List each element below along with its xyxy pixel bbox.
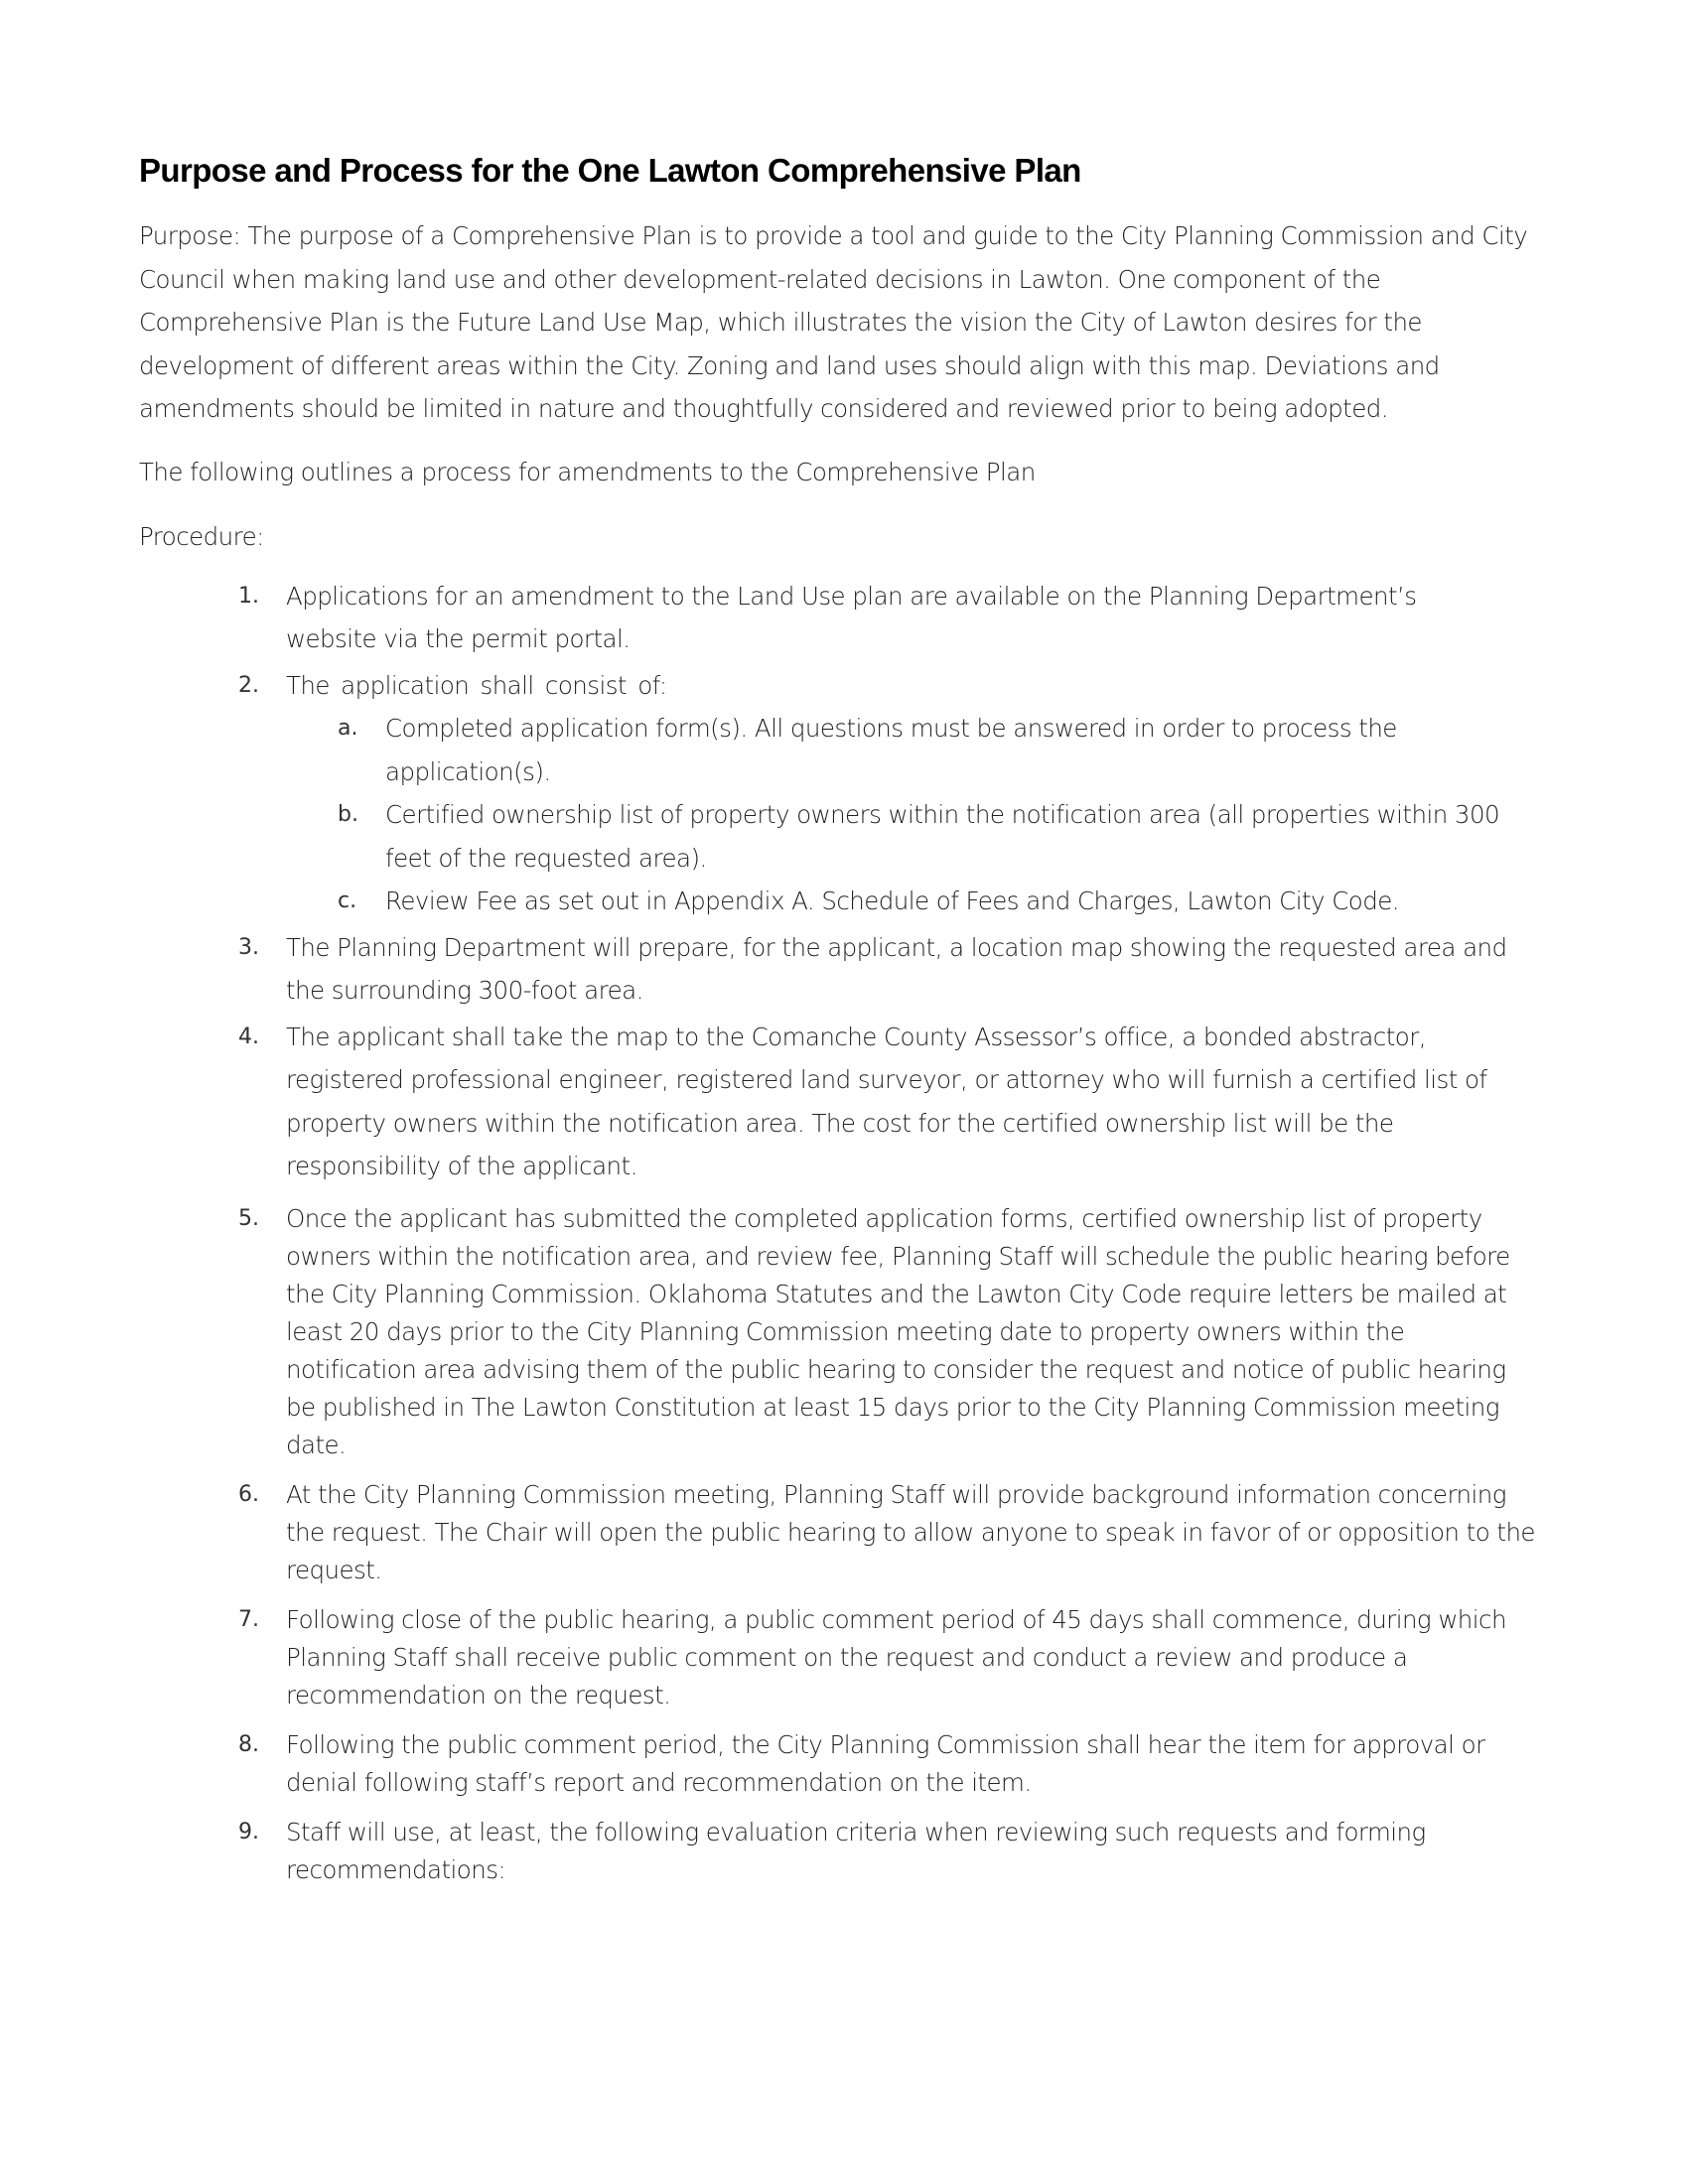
step-item [139, 1200, 1539, 1464]
step-number: 7. [238, 1606, 259, 1632]
sub-item-text: Certified ownership list of property owners within the notification area (all properties within 300 feet of the requested area). [385, 800, 1500, 873]
step-number: 3. [238, 934, 259, 960]
sub-item-text: Completed application form(s). All questions must be answered in order to process the application(s). [385, 714, 1397, 786]
sub-item-text: Review Fee as set out in Appendix A. Schedule of Fees and Charges, Lawton City Code. [385, 887, 1399, 915]
step-item [139, 1016, 1539, 1188]
step-item [139, 1814, 1539, 1889]
procedure-label: Procedure: [139, 522, 264, 551]
sub-item-letter: b. [338, 802, 358, 827]
step-text: At the City Planning Commission meeting, Planning Staff will provide background information concerning the request. The Chair will open the public hearing to allow anyone to speak in favor of or opposition to the request. [286, 1479, 1535, 1584]
step-number: 5. [238, 1205, 259, 1231]
step-text: The application shall consist of: [286, 670, 667, 700]
step-text: The Planning Department will prepare, for the applicant, a location map showing the requested area and the surrounding 300-foot area. [286, 932, 1507, 1005]
purpose-paragraph: Purpose: The purpose of a Comprehensive Plan is to provide a tool and guide to the City Planning Commission and City Council when making land use and other development-related decisions in Lawton. One component of the Comprehensive Plan is the Future Land Use Map, which illustrates the vision the City of Lawton desires for the development of different areas within the City. Zoning and land uses should align with this map. Deviations and amendments should be limited in nature and thoughtfully considered and reviewed prior to being adopted. [139, 221, 1528, 423]
step-item [139, 1601, 1539, 1714]
step-item [139, 664, 1539, 923]
sub-item [286, 793, 1539, 880]
step-text: The applicant shall take the map to the Comanche County Assessor’s office, a bonded abstractor, registered professional engineer, registered land surveyor, or attorney who will furnish a certified list of property owners within the notification area. The cost for the certified ownership list will be the responsibility of the applicant. [286, 1022, 1487, 1180]
document-page [139, 149, 1539, 1889]
sub-item-letter: c. [338, 888, 357, 913]
procedure-steps [139, 575, 1539, 1889]
sub-item-letter: a. [338, 716, 358, 741]
step-text: Staff will use, at least, the following evaluation criteria when reviewing such requests and forming recommendations: [286, 1817, 1426, 1884]
step-item [139, 926, 1539, 1013]
step-item [139, 1726, 1539, 1802]
step-number: 8. [238, 1731, 259, 1757]
step-item [139, 1476, 1539, 1589]
step-sub-list [286, 707, 1539, 923]
intro-line: The following outlines a process for amendments to the Comprehensive Plan [139, 457, 1036, 486]
step-text: Applications for an amendment to the Land Use plan are available on the Planning Department’s website via the permit portal. [286, 581, 1417, 653]
step-number: 4. [238, 1024, 259, 1049]
step-number: 1. [238, 583, 259, 609]
step-number: 9. [238, 1819, 259, 1844]
step-text: Following the public comment period, the City Planning Commission shall hear the item for approval or denial following staff’s report and recommendation on the item. [286, 1729, 1485, 1797]
step-item [139, 575, 1539, 661]
sub-item [286, 880, 1539, 923]
step-text: Once the applicant has submitted the completed application forms, certified ownership list of property owners within the notification area, and review fee, Planning Staff will schedule the public hearing before the City Planning Commission. Oklahoma Statutes and the Lawton City Code require letters be mailed at least 20 days prior to the City Planning Commission meeting date to property owners within the notification area advising them of the public hearing to consider the request and notice of public hearing be published in The Lawton Constitution at least 15 days prior to the City Planning Commission meeting date. [286, 1203, 1510, 1459]
step-number: 6. [238, 1481, 259, 1507]
sub-item [286, 707, 1539, 793]
step-number: 2. [238, 672, 259, 698]
step-text: Following close of the public hearing, a public comment period of 45 days shall commence, during which Planning Staff shall receive public comment on the request and conduct a review and produce a recommendation on the request. [286, 1604, 1506, 1709]
page-title: Purpose and Process for the One Lawton Comprehensive Plan [139, 152, 1081, 189]
